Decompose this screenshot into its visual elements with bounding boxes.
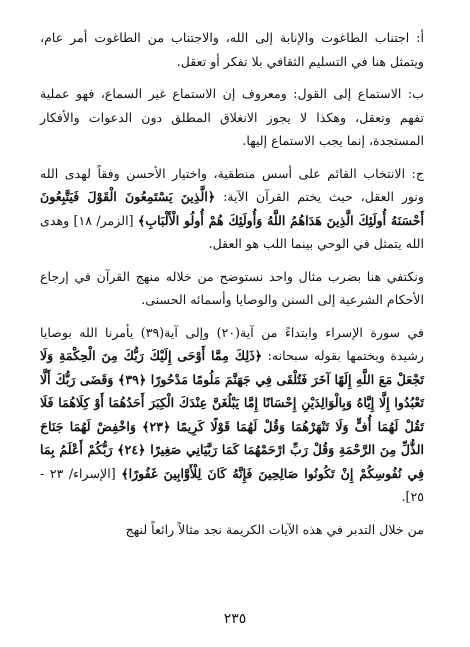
spacer [40,509,424,518]
paragraph-ba: ب: الاستماع إلى القول: ومعروف إن الاستماع غير السماع، فهو عملية تفهم وتعقل، وهكذا لا يجوز الانغلاق المطلق دون الدعوات والأفكار المستجدة، إنما يجب الاستماع إليها. [40,86,424,148]
quran-verse-zumar: ﴿الَّذِينَ يَسْتَمِعُونَ الْقَوْلَ فَيَتَّبِعُونَ أَحْسَنَهُ أُولَئِكَ الَّذِينَ هَدَاهُمُ اللَّهُ وَأُولَئِكَ هُمْ أُولُو الْأَلْبَابِ﴾ [40,189,424,228]
verse-reference-zumar: [الزمر/ ١٨] وهدى الله يتمثل في الوحي بينما اللب هو العقل. [40,212,424,251]
paragraph-example: ونكتفي هنا بضرب مثال واحد نستوضح من خلاله منهج القرآن في إرجاع الأحكام الشرعية إلى السنن والوصايا وأسمائه الحسنى. [40,268,424,307]
paragraph-closing: من خلال التدبر في هذه الآيات الكريمة نجد مثالاً رائعاً لنهج [125,521,424,537]
spacer [40,73,424,82]
spacer [40,256,424,265]
verse-reference-isra: [الإسراء/ ٢٣ - ٢٥]. [40,465,424,504]
paragraph-jim [40,162,424,256]
spacer [40,312,424,321]
paragraph-alif: أ: اجتناب الطاغوت والإنابة إلى الله، والاجتناب من الطاغوت أمر عام، ويتمثل هنا في التسليم الثقافي بلا تفكر أو تعقل. [40,30,424,69]
paragraph-isra-lead: في سورة الإسراء وابتداءً من آية(٢٠) وإلى آية(٣٩) يأمرنا الله بوصايا رشيدة ويختمها بقوله سبحانه: [40,324,424,363]
paragraph-jim-lead: ج: الانتخاب القائم على أسس منطقية، واختيار الأحسن وفقاً لهدى الله ونور العقل، حيث يختم القرآن الآية: [40,165,424,204]
page-number: ٢٣٥ [223,611,247,627]
spacer [40,153,424,162]
paragraph-isra [40,321,424,509]
quran-verse-isra: ﴿ذَلِكَ مِمَّا أَوْحَى إِلَيْكَ رَبُّكَ مِنَ الْحِكْمَةِ وَلَا تَجْعَلْ مَعَ اللَّهِ إِلَهًا آخَرَ فَتُلْقَى فِي جَهَنَّمَ مَلُومًا مَدْحُورًا ﴿٣٩﴾ وَقَضَى رَبُّكَ أَلَّا تَعْبُدُوا إِلَّا إِيَّاهُ وَبِالْوَالِدَيْنِ إِحْسَانًا إِمَّا يَبْلُغَنَّ عِنْدَكَ الْكِبَرَ أَحَدُهُمَا أَوْ كِلَاهُمَا فَلَا تَقُلْ لَهُمَا أُفٍّ وَلَا تَنْهَرْهُمَا وَقُلْ لَهُمَا قَوْلًا كَرِيمًا ﴿٢٣﴾ وَاخْفِضْ لَهُمَا جَنَاحَ الذُّلِّ مِنَ الرَّحْمَةِ وَقُلْ رَبِّ ارْحَمْهُمَا كَمَا رَبَّيَانِي صَغِيرًا ﴿٢٤﴾ رَبُّكُمْ أَعْلَمُ بِمَا فِي نُفُوسِكُمْ إِنْ تَكُونُوا صَالِحِينَ فَإِنَّهُ كَانَ لِلْأَوَّابِينَ غَفُورًا﴾ [40,348,424,481]
